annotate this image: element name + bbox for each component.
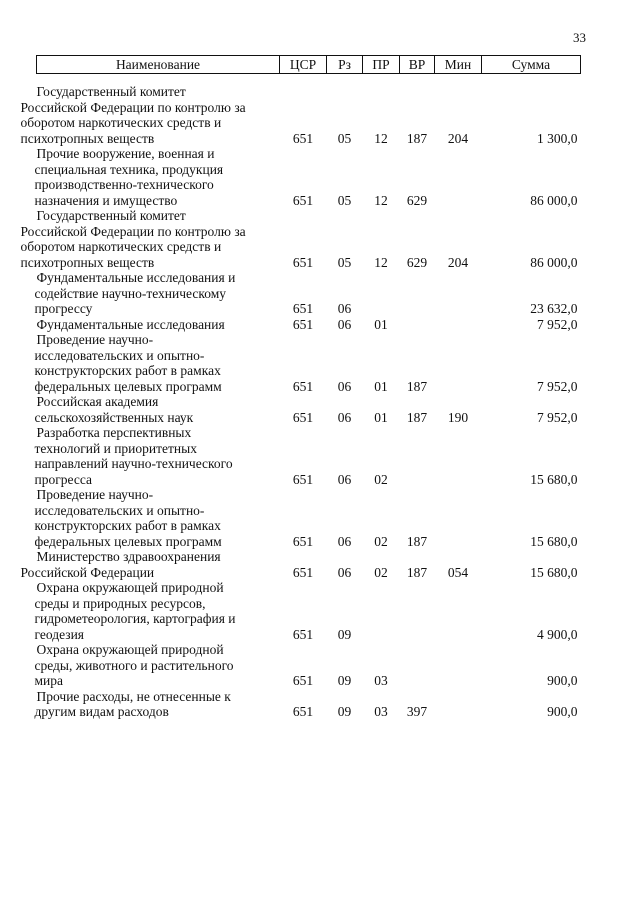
row-name-line: Государственный комитет — [36, 208, 186, 223]
cell-min — [435, 146, 482, 208]
cell-min: 054 — [447, 564, 469, 580]
table-row — [37, 394, 581, 425]
cell-vr — [400, 270, 435, 317]
cell-rz: 06 — [337, 533, 352, 549]
cell-vr — [400, 580, 435, 642]
cell-rz: 09 — [337, 626, 352, 642]
cell-csr: 651 — [292, 192, 314, 208]
cell-pr: 02 — [374, 533, 388, 549]
row-name — [34, 425, 280, 487]
cell-vr: 397 — [406, 704, 428, 719]
header-sum: Сумма — [482, 56, 581, 74]
row-name-line: психотропных веществ — [20, 254, 155, 270]
header-rz: Рз — [327, 56, 363, 74]
cell-min: 204 — [447, 130, 469, 146]
row-name-line: содействие научно-техническому — [34, 285, 227, 301]
row-name-line: прогрессу — [34, 301, 93, 316]
cell-pr: 01 — [374, 378, 388, 394]
row-name — [20, 549, 280, 580]
cell-min — [435, 332, 482, 394]
cell-vr — [400, 425, 435, 487]
row-name — [34, 270, 280, 317]
cell-vr — [400, 317, 435, 333]
cell-pr: 02 — [374, 564, 388, 580]
cell-sum: 15 680,0 — [530, 471, 578, 487]
row-name-line: Российской Федерации по контролю за — [20, 99, 246, 115]
cell-csr: 651 — [292, 254, 314, 270]
cell-vr: 629 — [406, 254, 428, 270]
header-pr: ПР — [363, 56, 400, 74]
row-name-line: среды и природных ресурсов, — [34, 595, 206, 611]
table-row — [37, 425, 581, 487]
table-row — [37, 689, 581, 720]
cell-sum: 86 000,0 — [530, 254, 578, 270]
cell-csr: 651 — [292, 673, 314, 688]
table-row — [37, 146, 581, 208]
row-name — [20, 208, 280, 270]
row-name-line: конструкторских работ в рамках — [34, 363, 221, 378]
cell-csr: 651 — [292, 533, 314, 549]
cell-min — [435, 317, 482, 333]
cell-sum: 7 952,0 — [537, 378, 578, 394]
cell-rz: 06 — [337, 316, 352, 332]
row-name-line: оборотом наркотических средств и — [20, 115, 222, 130]
cell-sum: 7 952,0 — [537, 316, 578, 332]
row-name-line: прогресса — [34, 471, 92, 487]
table-row — [37, 580, 581, 642]
header-vr: ВР — [400, 56, 435, 74]
table-row — [37, 332, 581, 394]
cell-sum: 900,0 — [547, 673, 578, 688]
table-row — [37, 487, 581, 549]
cell-pr: 12 — [374, 254, 388, 270]
table-row — [37, 208, 581, 270]
row-name-line: Прочие расходы, не отнесенные к — [36, 688, 231, 704]
row-name-line: геодезия — [34, 626, 85, 642]
page-number: 33 — [573, 30, 586, 45]
row-name-line: Государственный комитет — [36, 84, 186, 99]
row-name-line: исследовательских и опытно- — [34, 347, 205, 363]
row-name-line: другим видам расходов — [34, 704, 169, 719]
cell-sum: 23 632,0 — [530, 301, 578, 316]
cell-rz: 05 — [337, 130, 352, 146]
row-name-line: оборотом наркотических средств и — [20, 239, 222, 254]
row-name-line: Проведение научно- — [36, 487, 154, 502]
cell-rz: 06 — [337, 378, 352, 394]
row-name — [34, 146, 280, 208]
row-name-line: Российской Федерации — [20, 564, 155, 580]
cell-rz: 06 — [337, 301, 352, 316]
row-name-line: федеральных целевых программ — [34, 378, 222, 394]
cell-pr: 03 — [374, 673, 388, 688]
cell-sum: 1 300,0 — [537, 130, 578, 146]
table-body — [20, 74, 581, 720]
cell-rz: 05 — [337, 254, 352, 270]
cell-csr: 651 — [292, 316, 314, 332]
row-name-line: Охрана окружающей природной — [36, 642, 224, 657]
cell-vr: 629 — [406, 192, 428, 208]
cell-min — [435, 487, 482, 549]
cell-rz: 05 — [337, 192, 352, 208]
row-name-line: направлений научно-технического — [34, 456, 233, 471]
cell-min: 190 — [447, 409, 469, 425]
row-name — [34, 332, 280, 394]
cell-pr: 01 — [374, 409, 388, 425]
cell-sum: 15 680,0 — [530, 564, 578, 580]
cell-csr: 651 — [292, 301, 314, 316]
header-csr: ЦСР — [280, 56, 327, 74]
cell-sum: 4 900,0 — [537, 626, 578, 642]
row-name — [34, 487, 280, 549]
cell-min: 204 — [447, 254, 469, 270]
row-name — [34, 642, 280, 689]
cell-pr — [363, 580, 400, 642]
table-row — [37, 642, 581, 689]
cell-min — [435, 689, 482, 720]
row-name — [20, 74, 280, 147]
table-row — [37, 317, 581, 333]
cell-sum: 900,0 — [547, 704, 578, 719]
row-name-line: психотропных веществ — [20, 130, 155, 146]
cell-rz: 06 — [337, 471, 352, 487]
budget-table — [20, 55, 581, 720]
row-name — [34, 688, 280, 720]
row-name — [34, 580, 280, 642]
cell-csr: 651 — [292, 409, 314, 425]
cell-vr: 187 — [406, 564, 428, 580]
row-name-line: конструкторских работ в рамках — [34, 518, 221, 533]
row-name-line: Фундаментальные исследования — [36, 316, 225, 332]
row-name-line: федеральных целевых программ — [34, 533, 222, 549]
cell-min — [435, 642, 482, 689]
cell-pr: 01 — [374, 316, 388, 332]
row-name-line: производственно-технического — [34, 177, 214, 192]
cell-csr: 651 — [292, 130, 314, 146]
cell-min — [435, 580, 482, 642]
header-name: Наименование — [37, 56, 280, 74]
cell-vr: 187 — [406, 533, 428, 549]
cell-csr: 651 — [292, 378, 314, 394]
table-row — [37, 270, 581, 317]
table-row — [37, 549, 581, 580]
row-name-line: Российская академия — [36, 394, 159, 409]
cell-csr: 651 — [292, 704, 314, 719]
row-name-line: Проведение научно- — [36, 332, 154, 347]
cell-vr — [400, 642, 435, 689]
table-header — [37, 56, 581, 74]
row-name-line: среды, животного и растительного — [34, 657, 234, 673]
cell-min — [435, 270, 482, 317]
row-name-line: Прочие вооружение, военная и — [36, 146, 215, 161]
cell-vr: 187 — [406, 409, 428, 425]
cell-vr: 187 — [406, 378, 428, 394]
row-name-line: Разработка перспективных — [36, 425, 192, 440]
cell-csr: 651 — [292, 471, 314, 487]
cell-rz: 09 — [337, 673, 352, 688]
row-name-line: Охрана окружающей природной — [36, 580, 224, 595]
row-name-line: Министерство здравоохранения — [36, 549, 221, 564]
cell-rz: 06 — [337, 409, 352, 425]
cell-rz: 06 — [337, 564, 352, 580]
row-name-line: Российской Федерации по контролю за — [20, 223, 246, 239]
header-min: Мин — [435, 56, 482, 74]
cell-sum: 15 680,0 — [530, 533, 578, 549]
table-row — [37, 74, 581, 147]
cell-sum: 86 000,0 — [530, 192, 578, 208]
row-name-line: мира — [34, 673, 64, 688]
cell-pr: 12 — [374, 130, 388, 146]
cell-pr: 02 — [374, 471, 388, 487]
row-name-line: сельскохозяйственных наук — [34, 409, 194, 425]
row-name-line: Фундаментальные исследования и — [36, 270, 236, 285]
row-name-line: исследовательских и опытно- — [34, 502, 205, 518]
cell-csr: 651 — [292, 626, 314, 642]
row-name-line: гидрометеорология, картография и — [34, 611, 236, 626]
row-name — [34, 394, 280, 425]
row-name-line: специальная техника, продукция — [34, 161, 224, 177]
cell-rz: 09 — [337, 704, 352, 719]
cell-pr: 12 — [374, 192, 388, 208]
row-name-line: технологий и приоритетных — [34, 440, 197, 456]
cell-vr: 187 — [406, 130, 428, 146]
cell-pr: 03 — [374, 704, 388, 719]
cell-sum: 7 952,0 — [537, 409, 578, 425]
cell-pr — [363, 270, 400, 317]
row-name-line: назначения и имущество — [34, 192, 178, 208]
cell-csr: 651 — [292, 564, 314, 580]
row-name — [37, 317, 280, 333]
cell-min — [435, 425, 482, 487]
